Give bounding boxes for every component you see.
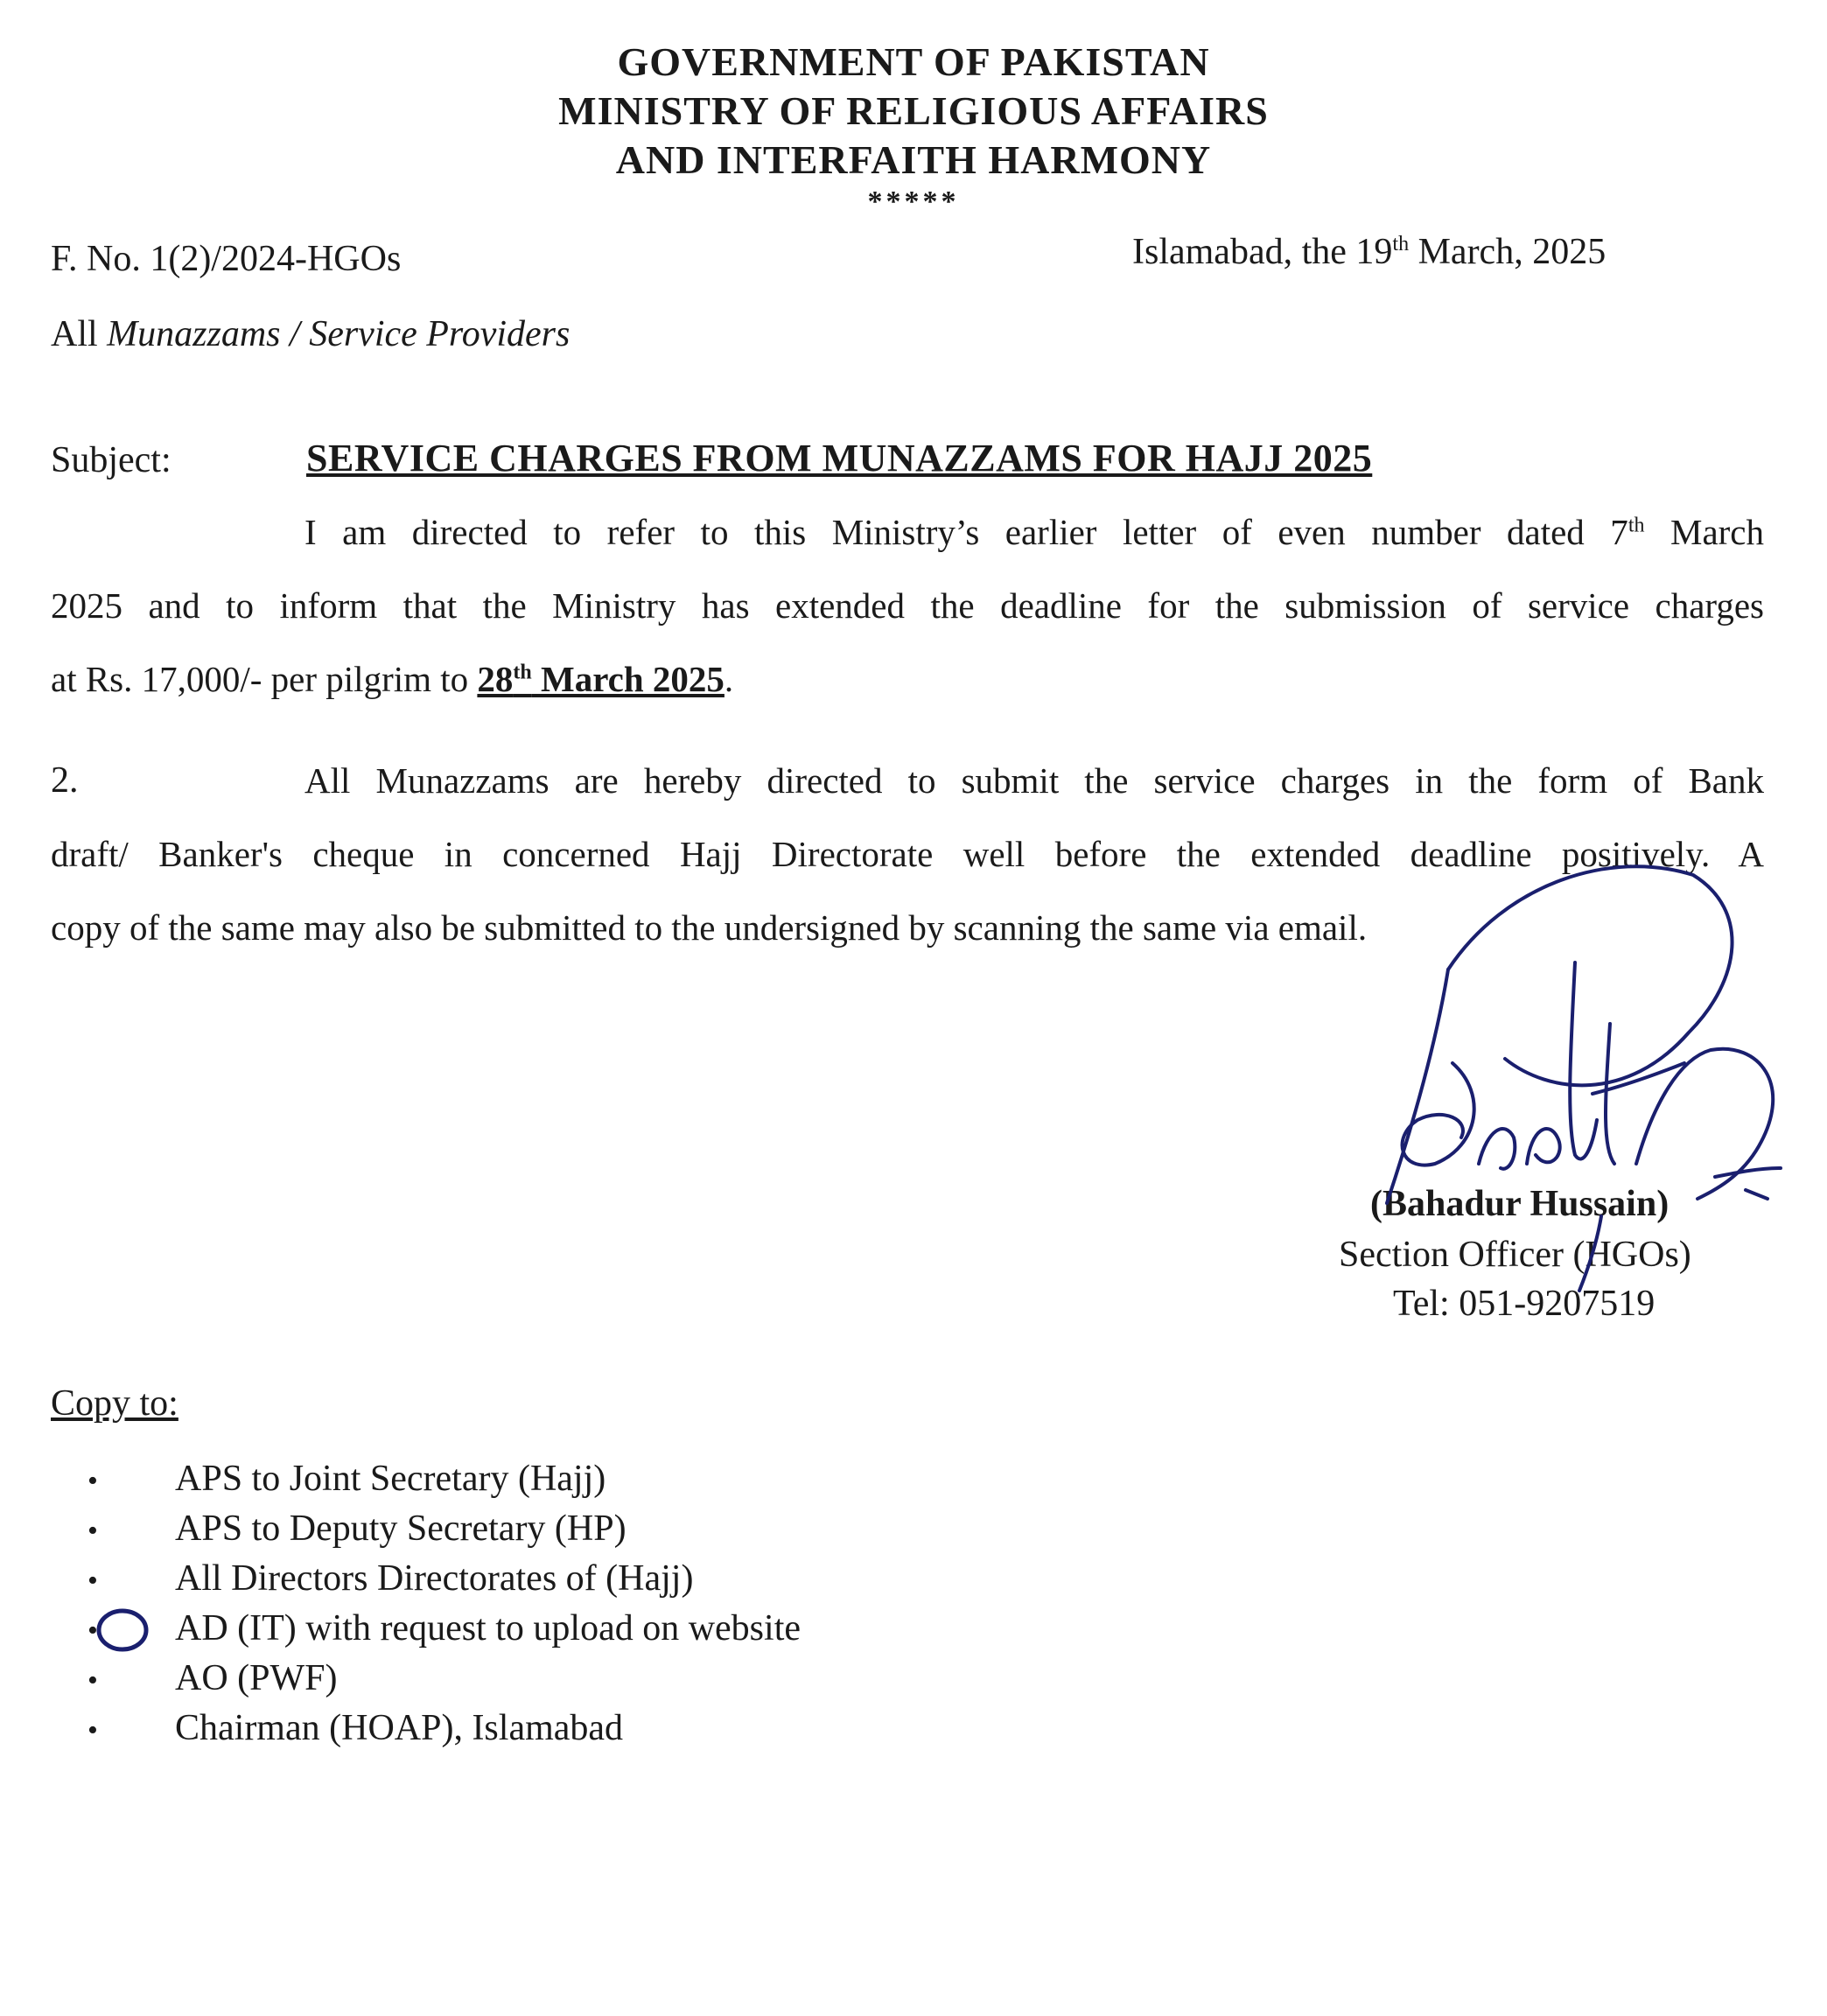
copy-to-item: • Chairman (HOAP), Islamabad	[88, 1708, 624, 1748]
paragraph-2-number: 2.	[51, 760, 79, 801]
paragraph-1-line-3: at Rs. 17,000/- per pilgrim to 28th March 2025.	[51, 659, 734, 699]
copy-to-item: • APS to Deputy Secretary (HP)	[88, 1508, 626, 1549]
signatory-title: Section Officer (HGOs)	[1339, 1235, 1691, 1275]
copy-to-label: Copy to:	[51, 1383, 178, 1424]
copy-to-item: • APS to Joint Secretary (Hajj)	[88, 1459, 606, 1499]
paragraph-2-line-1: All Munazzams are hereby directed to submit the service charges in the form of Bank	[304, 760, 1764, 801]
paragraph-1-line-1: I am directed to refer to this Ministry’s earlier letter of even number dated 7th March	[304, 512, 1764, 552]
header-line-government: GOVERNMENT OF PAKISTAN	[617, 39, 1210, 84]
header-line-ministry: MINISTRY OF RELIGIOUS AFFAIRS	[558, 88, 1269, 133]
copy-to-item: • All Directors Directorates of (Hajj)	[88, 1558, 694, 1599]
paragraph-2-line-2: draft/ Banker's cheque in concerned Hajj Directorate well before the extended deadline positively. A	[51, 834, 1764, 874]
header-stars: *****	[867, 186, 960, 218]
paragraph-1-line-2: 2025 and to inform that the Ministry has extended the deadline for the submission of service charges	[51, 585, 1764, 626]
deadline-date: 28th March 2025	[477, 659, 724, 699]
copy-to-item: • AO (PWF)	[88, 1658, 338, 1698]
addressee: All Munazzams / Service Providers	[51, 314, 570, 354]
subject-label: Subject:	[51, 440, 172, 480]
signatory-name: (Bahadur Hussain)	[1370, 1184, 1670, 1224]
subject-title: SERVICE CHARGES FROM MUNAZZAMS FOR HAJJ 2025	[306, 437, 1373, 480]
letter-date: Islamabad, the 19th March, 2025	[1132, 232, 1606, 272]
copy-to-item: • AD (IT) with request to upload on website	[88, 1608, 802, 1648]
signatory-tel: Tel: 051-9207519	[1393, 1284, 1656, 1324]
file-number: F. No. 1(2)/2024-HGOs	[51, 239, 402, 279]
header-line-interfaith: AND INTERFAITH HARMONY	[615, 137, 1212, 182]
paragraph-2-line-3: copy of the same may also be submitted to the undersigned by scanning the same via email.	[51, 907, 1368, 948]
